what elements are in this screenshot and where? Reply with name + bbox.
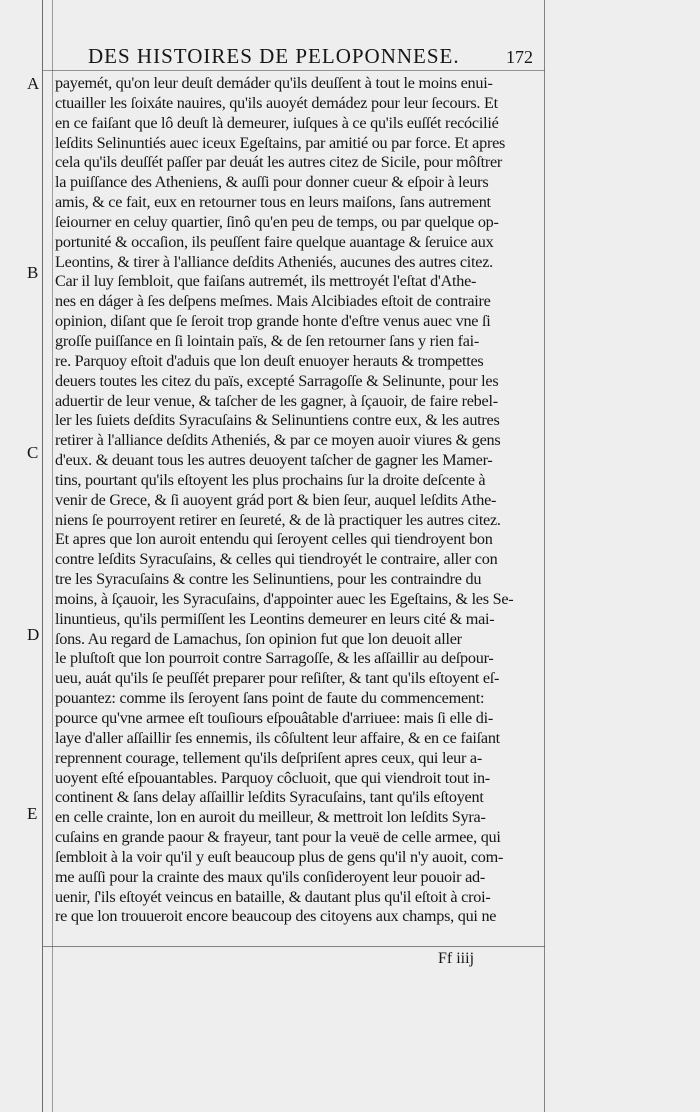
- text-line: ler les ſuiets deſdits Syracuſains & Selinuntiens contre eux, & les autres: [55, 411, 500, 430]
- text-line: nes en dáger à ſes deſpens meſmes. Mais Alcibiades eſtoit de contraire: [55, 292, 491, 311]
- text-line: laye d'aller aſſaillir ſes ennemis, ils côſultent leur affaire, & en ce faiſant: [55, 728, 500, 747]
- text-line: reprennent courage, tellement qu'ils deſpriſent apres ceux, qui leur a-: [55, 748, 482, 767]
- text-line: re. Parquoy eſtoit d'aduis que lon deuſt enuoyer herauts & trompettes: [55, 351, 484, 370]
- text-line: amis, & ce fait, eux en retourner tous en leurs maiſons, ſans autrement: [55, 193, 491, 212]
- bottom-text-rule: [43, 946, 545, 947]
- text-line: continent & ſans delay aſſaillir leſdits Syracuſains, tant qu'ils eſtoyent: [55, 788, 484, 807]
- text-line: groſſe puiſſance en ſi lointain païs, & de ſen retourner ſans y rien fai-: [55, 331, 480, 350]
- text-line: ſembloit à la voir qu'il y euſt beaucoup plus de gens qu'il n'y auoit, com-: [55, 847, 504, 866]
- text-line: tins, pourtant qu'ils eſtoyent les plus prochains ſur la droite deſcente à: [55, 470, 486, 489]
- text-line: deuers toutes les citez du païs, excepté Sarragoſſe & Selinunte, pour les: [55, 371, 499, 390]
- text-line: en ce faiſant que lô deuſt là demeurer, iuſques à ce qu'ils euſſét recócilié: [55, 113, 499, 132]
- margin-marker-d: D: [27, 625, 40, 644]
- text-line: opinion, diſant que ſe ſeroit trop grande honte d'eſtre venus auec vne ſi: [55, 312, 491, 331]
- text-line: d'eux. & deuant tous les autres deuoyent taſcher de gagner les Mamer-: [55, 451, 493, 470]
- text-line: niens ſe pourroyent retirer en ſeureté, & de là practiquer les autres citez.: [55, 510, 501, 529]
- text-line: tre les Syracuſains & contre les Selinuntiens, pour les contraindre du: [55, 570, 482, 589]
- margin-marker-b: B: [27, 263, 39, 282]
- body-text: [55, 74, 543, 927]
- text-line: pource qu'vne armee eſt touſiours eſpouâtable d'arriuee: mais ſi elle di-: [55, 709, 493, 727]
- text-line: Car il luy ſembloit, que faiſans autremét, ils mettroyét l'eſtat d'Athe-: [55, 272, 477, 291]
- text-line: moins, à ſçauoir, les Syracuſains, d'appointer auec les Egeſtains, & les Se-: [55, 589, 514, 608]
- page-number: 172: [506, 47, 533, 67]
- text-line: leſdits Selinuntiés auec iceux Egeſtains, par amitié ou par force. Et apres: [55, 133, 506, 152]
- text-line: ſons. Au regard de Lamachus, ſon opinion fut que lon deuoit aller: [55, 629, 462, 648]
- margin-marker-a: A: [27, 74, 40, 93]
- text-line: uenir, ſ'ils eſtoyét veincus en bataille, & dautant plus qu'il eſtoit à croi-: [55, 887, 491, 906]
- text-line: aduertir de leur venue, & taſcher de les gagner, à ſçauoir, de faire rebel-: [55, 391, 498, 410]
- text-line: linuntieus, qu'ils permiſſent les Leontins demeurer en leurs cité & mai-: [55, 609, 495, 628]
- margin-marker-e: E: [27, 804, 38, 823]
- text-line: pouantez: comme ils ſeroyent ſans point de faute du commencement:: [55, 689, 485, 708]
- text-line: me auſſi pour la crainte des maux qu'ils conſideroyent leur pouoir ad-: [55, 867, 485, 886]
- text-line: Leontins, & tirer à l'alliance deſdits Atheniés, aucunes des autres citez.: [55, 252, 493, 271]
- text-line: ſeiourner en celuy quartier, ſinô qu'en peu de temps, ou par quelque op-: [55, 212, 499, 231]
- margin-marker-c: C: [27, 443, 39, 462]
- signature-mark: Ff iiij: [438, 950, 475, 967]
- text-line: uoyent eſté eſpouantables. Parquoy côcluoit, que qui viendroit tout in-: [55, 768, 490, 787]
- text-line: re que lon trouueroit encore beaucoup des citoyens aux champs, qui ne: [55, 907, 497, 926]
- text-line: la puiſſance des Atheniens, & auſſi pour donner cueur & eſpoir à leurs: [55, 173, 489, 192]
- text-line: le pluſtoſt que lon pourroit contre Sarragoſſe, & les aſſaillir au deſpour-: [55, 649, 494, 668]
- text-line: venir de Grece, & ſi auoyent grád port & bien ſeur, auquel leſdits Athe-: [55, 490, 497, 509]
- text-line: contre leſdits Syracuſains, & celles qui tiendroyét le contraire, aller con: [55, 550, 498, 569]
- top-text-rule: [43, 70, 545, 71]
- text-line: ctuailler les ſoixáte nauires, qu'ils auoyét demádez pour leur ſecours. Et: [55, 93, 498, 112]
- text-line: ueu, auát qu'ils ſe peuſſét preparer pour reſiſter, & tant qu'ils eſtoyent eſ-: [55, 669, 500, 688]
- text-line: Et apres que lon auroit entendu qui ſeroyent celles qui tiendroyent bon: [55, 530, 493, 549]
- text-line: payemét, qu'on leur deuſt demáder qu'ils deuſſent à tout le moins enui-: [55, 74, 493, 92]
- text-line: cela qu'ils deuſſét paſſer par deuát les autres citez de Sicile, pour môſtrer: [55, 153, 503, 172]
- text-line: portunité & occaſion, ils peuſſent faire quelque auantage & ſeruice aux: [55, 232, 494, 251]
- text-line: cuſains en grande paour & frayeur, tant pour la veuë de celle armee, qui: [55, 828, 501, 847]
- text-line: retirer à l'alliance deſdits Atheniés, & par ce moyen auoir viures & gens: [55, 431, 501, 450]
- text-line: en celle crainte, lon en auroit du meilleur, & mettroit lon leſdits Syra-: [55, 808, 486, 827]
- running-title: DES HISTOIRES DE PELOPONNESE.: [88, 44, 460, 68]
